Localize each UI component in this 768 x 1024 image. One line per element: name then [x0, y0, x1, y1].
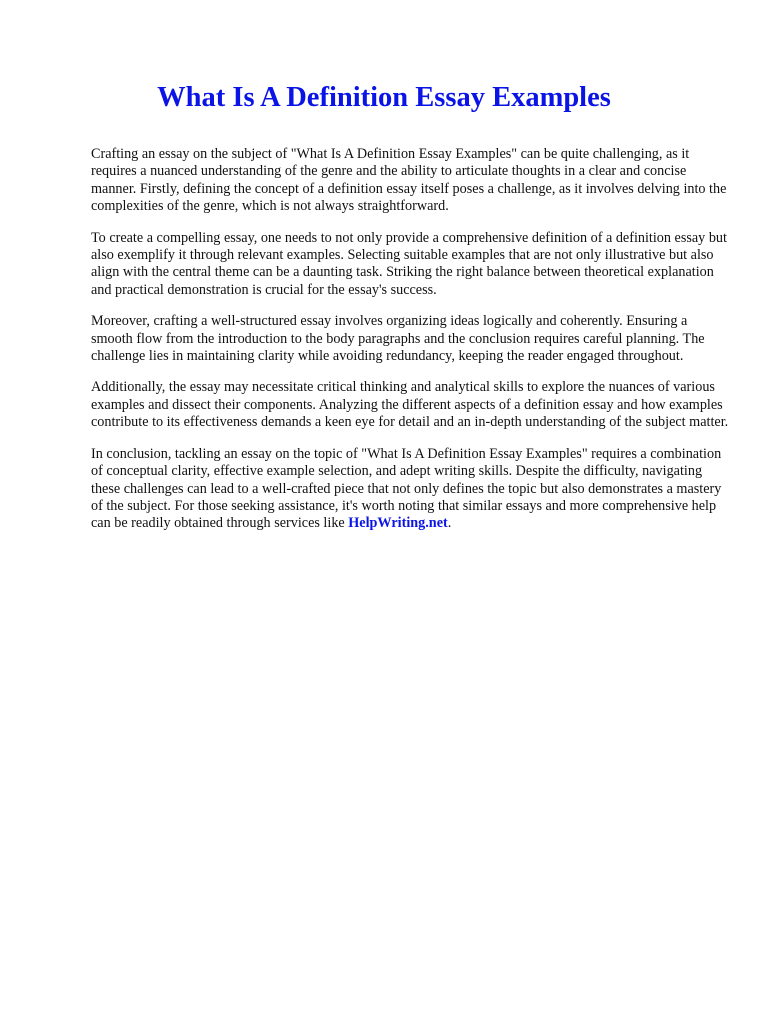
page-title: What Is A Definition Essay Examples: [157, 82, 611, 113]
conclusion-text: In conclusion, tackling an essay on the topic of "What Is A Definition Essay Examples" requires a combination of conceptual clarity, effective example selection, and adept writing skills. Despite the difficulty, navigating these challenges can lead to a well-crafted piece that not only defines the topic but also demonstrates a mastery of the subject. For those seeking assistance, it's worth noting that similar essays and more comprehensive help can be readily obtained through services like: [91, 445, 722, 532]
conclusion-period: .: [447, 515, 452, 532]
essay-body: [91, 146, 731, 547]
paragraph-1: Crafting an essay on the subject of "What Is A Definition Essay Examples" can be quite challenging, as it requires a nuanced understanding of the genre and the ability to articulate thoughts in a clear and concise manner. Firstly, defining the concept of a definition essay itself poses a challenge, as it involves delving into the complexities of the genre, which is not always straightforward.: [91, 146, 727, 215]
paragraph-3: Moreover, crafting a well-structured essay involves organizing ideas logically and coherently. Ensuring a smooth flow from the introduction to the body paragraphs and the conclusion requires careful planning. The challenge lies in maintaining clarity while avoiding redundancy, keeping the reader engaged throughout.: [91, 313, 705, 365]
helpwriting-link[interactable]: HelpWriting.net: [348, 515, 448, 532]
paragraph-4: Additionally, the essay may necessitate critical thinking and analytical skills to explore the nuances of various examples and dissect their components. Analyzing the different aspects of a definition essay and how examples contribute to its effectiveness demands a keen eye for detail and an in-depth understanding of the subject matter.: [91, 379, 729, 431]
paragraph-2: To create a compelling essay, one needs to not only provide a comprehensive definition of a definition essay but also exemplify it through relevant examples. Selecting suitable examples that are not only illustrative but also align with the central theme can be a daunting task. Striking the right balance between theoretical explanation and practical demonstration is crucial for the essay's success.: [91, 229, 727, 298]
paragraph-conclusion: [91, 446, 731, 533]
